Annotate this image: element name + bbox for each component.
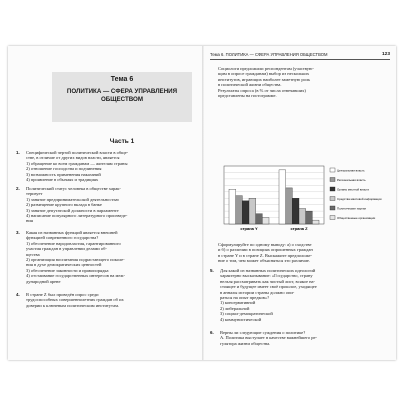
answer-option[interactable]: 1) обеспечение народовластия, гарантированного: [26, 240, 121, 246]
text-line: и б) о различии в позициях опрошенных граждан: [218, 247, 313, 253]
answer-option[interactable]: гулятора жизни общества.: [220, 340, 271, 346]
page-number: 123: [381, 51, 390, 57]
legend-label: Центральная власть: [337, 168, 365, 173]
text-line: нельзя рассматривать как чистый лист, всякое на-: [220, 278, 315, 284]
text-line: Какая из названных функций является внешней: [26, 230, 118, 235]
legend-swatch: [330, 187, 335, 191]
text-line: в политической жизни общества.: [218, 82, 282, 88]
topic-title-line: ОБЩЕСТВОМ: [100, 96, 144, 103]
legend-label: Политические партии: [337, 206, 366, 211]
legend-label: Средства массовой информации: [337, 196, 382, 201]
legend-label: Общественные организации: [337, 215, 376, 220]
text-line: щим в опросе гражданам) выбор из нескольких: [218, 71, 310, 77]
bar-2-2: [286, 188, 293, 224]
bar-2-4: [299, 209, 306, 224]
legend-swatch: [330, 168, 335, 172]
legend-label: Региональная власть: [337, 177, 366, 182]
answer-option[interactable]: ния в духе демократических ценностей: [26, 262, 102, 268]
text-line: раться на опыт предков»?: [220, 295, 270, 301]
topic-label: Тема 6: [110, 76, 134, 83]
question-number: 2.: [16, 186, 20, 191]
answer-option[interactable]: 2) отношение господства и подчинения: [26, 166, 102, 172]
answer-option[interactable]: участия граждан в управлении делами об-: [26, 246, 107, 252]
answer-option[interactable]: 1) обращение ко всем гражданам — жителям страны: [26, 160, 128, 166]
category-label: страна Z: [290, 226, 308, 231]
question-number: 6.: [210, 330, 214, 335]
topic-header-box: [52, 72, 192, 122]
answer-option[interactable]: 3) возможность применения наказаний: [26, 171, 101, 177]
answer-option[interactable]: 3) занятие депутатской должности в парламенте: [26, 207, 119, 213]
text-line: трудоспособных совершеннолетних граждан об их: [26, 297, 124, 303]
question-text: [26, 292, 194, 308]
answer-option[interactable]: щества: [26, 251, 40, 257]
answer-option[interactable]: 3) социал-демократической: [220, 311, 273, 317]
part-title: Часть 1: [109, 138, 135, 145]
bar-1-5: [256, 214, 263, 224]
text-line: Социологи предложили респондентам (участвую-: [218, 66, 314, 71]
question-number: 5.: [210, 268, 214, 273]
legend-swatch: [330, 197, 335, 201]
bar-1-3: [242, 201, 249, 224]
question-number: 1.: [16, 150, 20, 155]
text-line: институтов, играющих наиболее заметную роль: [218, 76, 311, 82]
text-line: Политический статус человека в обществе харак-: [26, 186, 121, 191]
answer-options: [220, 300, 390, 322]
running-head-title: Тема 6. ПОЛИТИКА — СФЕРА УПРАВЛЕНИЯ ОБЩЕСТВОМ: [210, 52, 328, 57]
topic-title: [56, 88, 188, 104]
running-head: [210, 50, 390, 60]
answer-option[interactable]: 1) занятие предпринимательской деятельностью: [26, 196, 119, 202]
question-text: [26, 186, 194, 197]
text-line: Сформулируйте по одному выводу: а) о сходстве: [218, 242, 312, 247]
text-line: функцией современного государства?: [26, 235, 99, 241]
legend-label: Органы местной власти: [337, 187, 370, 192]
bar-2-1: [279, 170, 286, 224]
answer-options: [26, 161, 194, 183]
question-text: [26, 150, 194, 161]
answer-option[interactable]: А. Политика выступает в качестве важнейшего ре-: [220, 335, 318, 341]
answer-option[interactable]: 4) написание популярного литературного произведе-: [26, 213, 128, 219]
legend-swatch: [330, 216, 335, 220]
bar-1-6: [262, 218, 269, 224]
text-line: Специфической чертой политической власти в обще-: [26, 150, 129, 155]
bar-1-1: [229, 189, 236, 224]
category-label: страна Y: [240, 226, 258, 231]
text-line: характерно высказывание: «Государство, страну: [220, 273, 313, 279]
question-number: 4.: [16, 292, 20, 297]
answer-option[interactable]: ния: [26, 218, 33, 224]
text-line: стоящее и будущее имеет своё прошлое, уходящее: [220, 284, 317, 290]
text-line: ние о том, чем может объясняться это различие.: [218, 258, 311, 264]
book-spread: [8, 46, 396, 360]
bar-1-2: [236, 196, 243, 224]
question-text: [220, 268, 390, 300]
text-line: представлены на гистограмме.: [218, 93, 277, 99]
answer-option[interactable]: 4) отстаивание государственных интересов на меж-: [26, 273, 125, 279]
answer-option[interactable]: дународной арене: [26, 278, 61, 284]
question-number: 3.: [16, 230, 20, 235]
question-4-task: [218, 242, 390, 264]
legend-swatch: [330, 178, 335, 182]
text-line: в стране Y и в стране Z. Выскажите предположе-: [218, 252, 312, 258]
question-text: [26, 230, 194, 241]
text-line: Для какой из названных политических идеологий: [220, 268, 316, 273]
text-line: В стране Z был проведён опрос среди: [26, 292, 99, 297]
answer-option[interactable]: 2) организация воспитания подрастающего поколе-: [26, 257, 125, 263]
bar-1-4: [249, 198, 256, 224]
text-line: в анналы истории страны должно опи-: [220, 289, 295, 295]
text-line: теризует: [26, 191, 43, 197]
right-page: [204, 46, 396, 360]
text-line: Верны ли следующие суждения о политике?: [220, 330, 306, 335]
legend-swatch: [330, 206, 335, 210]
answer-options: [26, 241, 194, 284]
answer-options: [26, 197, 194, 224]
bar-2-3: [292, 198, 299, 224]
bar-2-6: [312, 220, 319, 224]
text-line: Результаты опроса (в % от числа отвечавших): [218, 87, 306, 93]
answer-option[interactable]: 1) консервативной: [220, 300, 256, 306]
answer-options: [220, 335, 390, 346]
answer-option[interactable]: 4) проявление в обычаях и традициях: [26, 177, 99, 183]
question-4-intro: [218, 66, 390, 98]
answer-option[interactable]: 3) обеспечение законности и правопорядка: [26, 267, 109, 273]
answer-option[interactable]: 2) размещение крупного вклада в банке: [26, 202, 102, 208]
topic-title-line: ПОЛИТИКА — СФЕРА УПРАВЛЕНИЯ: [66, 88, 178, 95]
answer-option[interactable]: 2) либеральной: [220, 305, 250, 311]
text-line: стве, в отличие от других видов власти, является: [26, 155, 120, 161]
answer-option[interactable]: 4) коммунистической: [220, 316, 262, 322]
histogram-chart: [210, 162, 390, 236]
bar-2-5: [306, 211, 313, 224]
text-line: доверии к ключевым политическим институтам.: [26, 302, 120, 308]
left-page: [8, 46, 202, 360]
